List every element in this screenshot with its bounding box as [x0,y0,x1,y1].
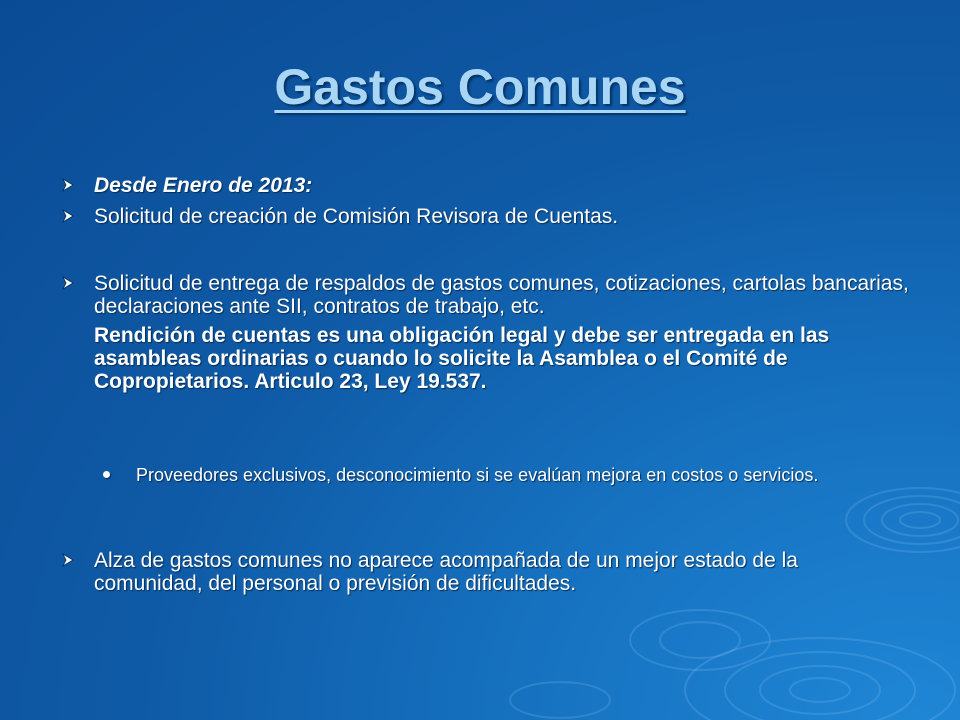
dot-bullet-icon [103,471,110,478]
bullet-text: Solicitud de entrega de respaldos de gastos comunes, cotizaciones, cartolas bancarias, declaraciones ante SII, contratos de trabajo, etc. [94,272,909,318]
arrow-bullet-icon [60,208,76,224]
bullet-text: Alza de gastos comunes no aparece acompañada de un mejor estado de la comunidad, del personal o previsión de dificultades. [94,549,798,595]
slide-title: Gastos Comunes [274,59,686,115]
arrow-bullet-icon [60,552,76,568]
arrow-bullet-icon [60,177,76,193]
arrow-bullet-icon [60,275,76,291]
sub-bullet-text: Proveedores exclusivos, desconocimiento si se evalúan mejora en costos o servicios. [136,465,819,485]
bullet-text: Solicitud de creación de Comisión Revisora de Cuentas. [94,205,619,228]
legal-note-text: Rendición de cuentas es una obligación legal y debe ser entregada en las asambleas ordinarias o cuando lo solicite la Asamblea o el Comité de Copropietarios. Articulo 23, Ley 19.537. [94,324,830,393]
bullet-text: Desde Enero de 2013: [94,174,313,197]
